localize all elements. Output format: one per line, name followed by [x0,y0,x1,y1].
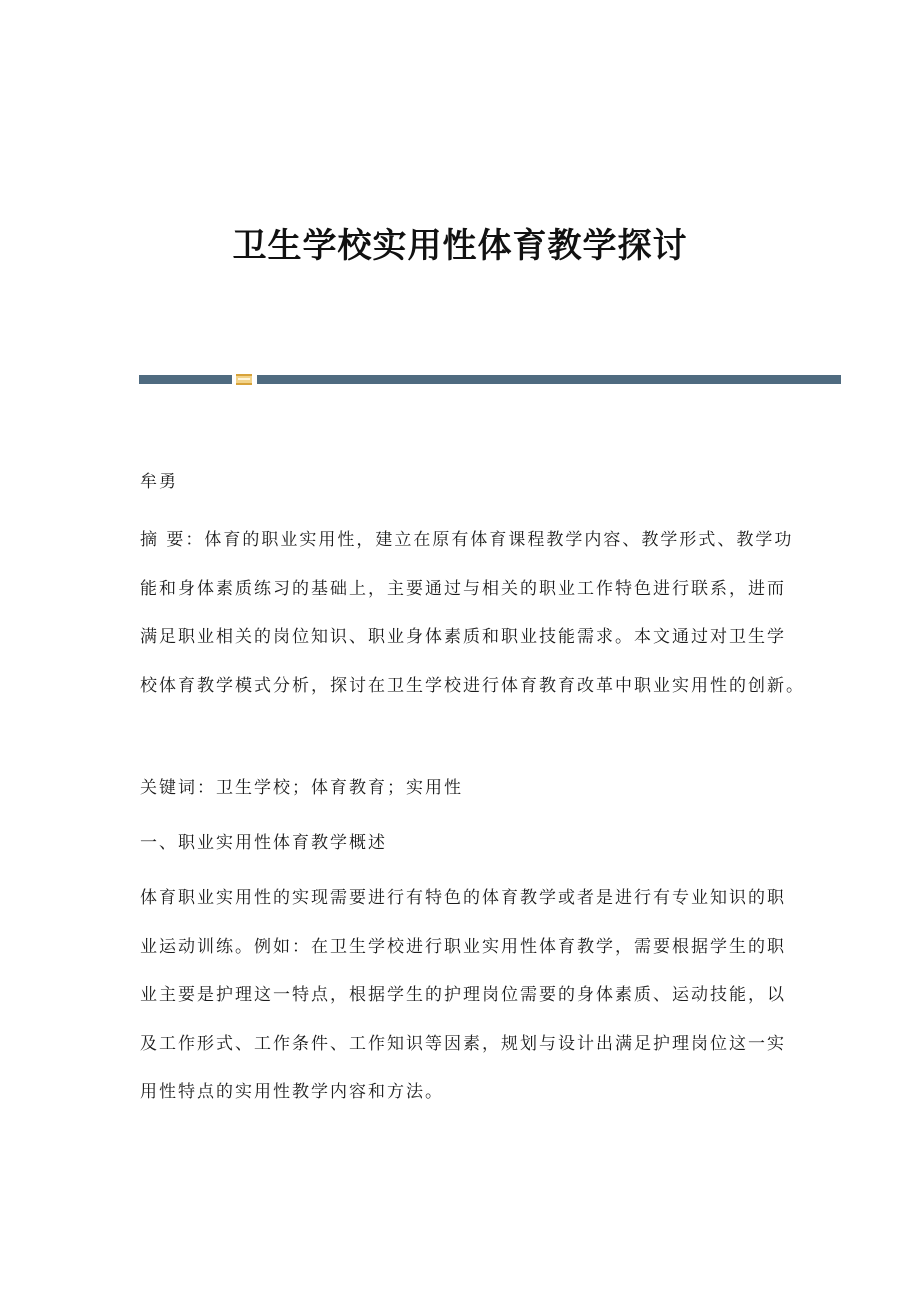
document-title: 卫生学校实用性体育教学探讨 [232,226,688,266]
abstract-line: 摘 要：体育的职业实用性，建立在原有体育课程教学内容、教学形式、教学功 [140,530,794,550]
body-paragraph [140,886,785,1129]
abstract-line: 能和身体素质练习的基础上，主要通过与相关的职业工作特色进行联系，进而 [140,578,786,599]
divider-ornament-icon [236,374,252,385]
body-line: 体育职业实用性的实现需要进行有特色的体育教学或者是进行有专业知识的职 [140,888,786,908]
body-line: 用性特点的实用性教学内容和方法。 [140,1082,444,1102]
divider-bar-left [139,375,232,384]
section-heading: 一、职业实用性体育教学概述 [140,833,387,853]
divider-bar-right [257,375,841,384]
body-line: 业运动训练。例如：在卫生学校进行职业实用性体育教学，需要根据学生的职 [140,936,786,957]
abstract-paragraph [140,528,805,722]
abstract-line: 满足职业相关的岗位知识、职业身体素质和职业技能需求。本文通过对卫生学 [140,627,786,647]
abstract-line: 校体育教学模式分析，探讨在卫生学校进行体育教育改革中职业实用性的创新。 [140,675,805,696]
body-line: 业主要是护理这一特点，根据学生的护理岗位需要的身体素质、运动技能，以 [140,985,786,1005]
author-name: 牟勇 [140,472,178,492]
body-line: 及工作形式、工作条件、工作知识等因素，规划与设计出满足护理岗位这一实 [140,1033,786,1054]
keywords-line: 关键词：卫生学校；体育教育；实用性 [140,778,463,798]
title-divider [139,375,841,384]
